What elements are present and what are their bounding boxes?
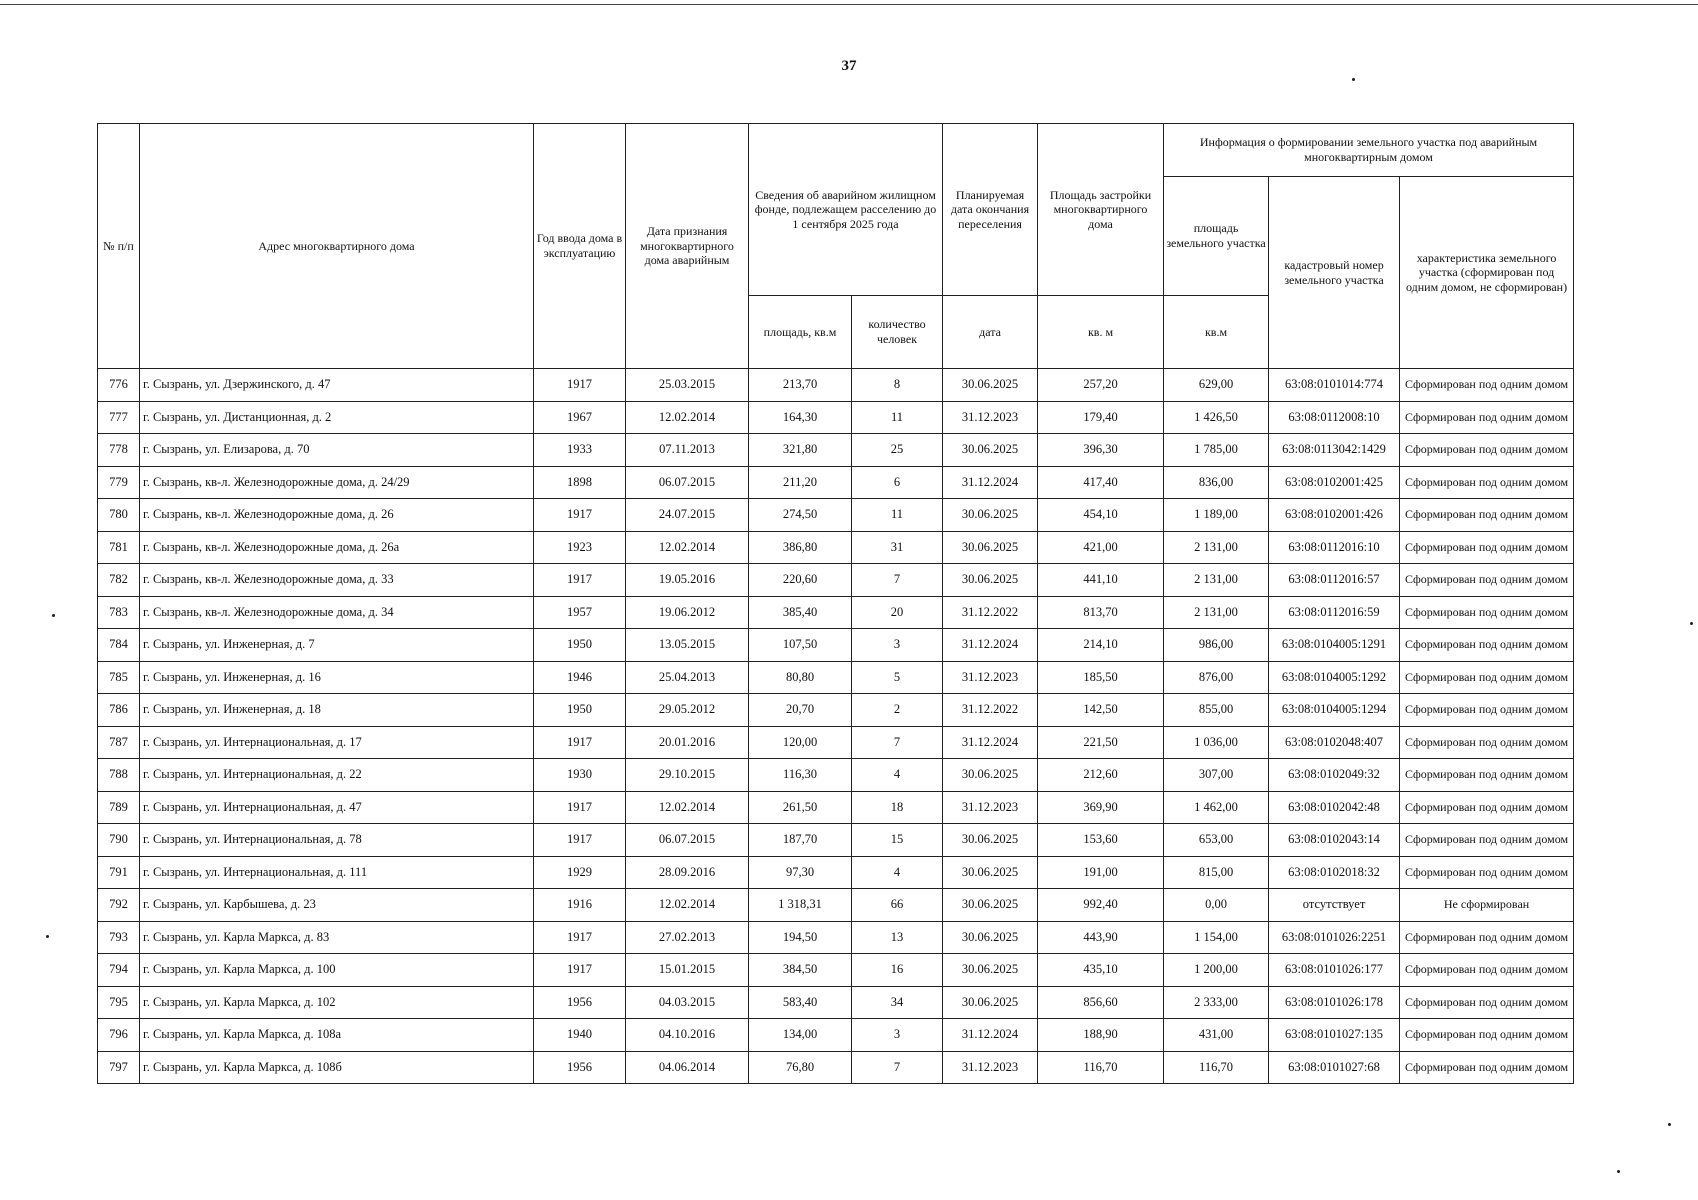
- row-number: 792: [98, 889, 140, 922]
- table-row: [98, 1051, 1574, 1084]
- row-address: г. Сызрань, ул. Инженерная, д. 7: [140, 629, 534, 662]
- row-area: 107,50: [749, 629, 852, 662]
- row-year: 1950: [534, 629, 626, 662]
- row-number: 794: [98, 954, 140, 987]
- row-building-area: 813,70: [1038, 596, 1164, 629]
- row-recognition-date: 29.05.2012: [626, 694, 749, 727]
- header-land-area: площадь земельного участка: [1164, 177, 1269, 296]
- row-people: 20: [852, 596, 943, 629]
- row-land-status: Сформирован под одним домом: [1400, 1019, 1574, 1052]
- row-number: 796: [98, 1019, 140, 1052]
- row-cadastral: 63:08:0102001:425: [1269, 466, 1400, 499]
- row-land-area: 116,70: [1164, 1051, 1269, 1084]
- row-area: 583,40: [749, 986, 852, 1019]
- row-area: 384,50: [749, 954, 852, 987]
- header-unit-date: дата: [943, 296, 1038, 369]
- row-address: г. Сызрань, ул. Дзержинского, д. 47: [140, 369, 534, 402]
- row-building-area: 454,10: [1038, 499, 1164, 532]
- row-year: 1956: [534, 1051, 626, 1084]
- row-address: г. Сызрань, ул. Карла Маркса, д. 83: [140, 921, 534, 954]
- row-land-status: Сформирован под одним домом: [1400, 1051, 1574, 1084]
- row-area: 385,40: [749, 596, 852, 629]
- row-land-area: 855,00: [1164, 694, 1269, 727]
- row-people: 2: [852, 694, 943, 727]
- row-area: 194,50: [749, 921, 852, 954]
- table-row: [98, 759, 1574, 792]
- row-land-status: Сформирован под одним домом: [1400, 466, 1574, 499]
- row-cadastral: 63:08:0102018:32: [1269, 856, 1400, 889]
- row-cadastral: 63:08:0104005:1291: [1269, 629, 1400, 662]
- row-land-area: 653,00: [1164, 824, 1269, 857]
- header-year: Год ввода дома в эксплуатацию: [534, 124, 626, 369]
- table-row: [98, 791, 1574, 824]
- row-address: г. Сызрань, кв-л. Железнодорожные дома, д. 33: [140, 564, 534, 597]
- row-planned-date: 30.06.2025: [943, 499, 1038, 532]
- table-row: [98, 401, 1574, 434]
- row-land-status: Сформирован под одним домом: [1400, 369, 1574, 402]
- row-cadastral: 63:08:0104005:1294: [1269, 694, 1400, 727]
- row-area: 164,30: [749, 401, 852, 434]
- table-row: [98, 596, 1574, 629]
- row-building-area: 443,90: [1038, 921, 1164, 954]
- table-row: [98, 369, 1574, 402]
- row-building-area: 441,10: [1038, 564, 1164, 597]
- row-planned-date: 31.12.2024: [943, 629, 1038, 662]
- row-land-status: Не сформирован: [1400, 889, 1574, 922]
- row-cadastral: 63:08:0104005:1292: [1269, 661, 1400, 694]
- row-cadastral: 63:08:0112008:10: [1269, 401, 1400, 434]
- row-area: 211,20: [749, 466, 852, 499]
- row-land-status: Сформирован под одним домом: [1400, 921, 1574, 954]
- row-land-status: Сформирован под одним домом: [1400, 564, 1574, 597]
- row-people: 3: [852, 1019, 943, 1052]
- row-cadastral: 63:08:0102049:32: [1269, 759, 1400, 792]
- row-address: г. Сызрань, ул. Дистанционная, д. 2: [140, 401, 534, 434]
- row-land-status: Сформирован под одним домом: [1400, 759, 1574, 792]
- row-recognition-date: 12.02.2014: [626, 401, 749, 434]
- row-recognition-date: 24.07.2015: [626, 499, 749, 532]
- row-cadastral: 63:08:0112016:59: [1269, 596, 1400, 629]
- table-row: [98, 564, 1574, 597]
- row-recognition-date: 12.02.2014: [626, 889, 749, 922]
- table-row: [98, 889, 1574, 922]
- row-address: г. Сызрань, ул. Карла Маркса, д. 108б: [140, 1051, 534, 1084]
- row-year: 1917: [534, 564, 626, 597]
- row-area: 134,00: [749, 1019, 852, 1052]
- row-address: г. Сызрань, ул. Интернациональная, д. 111: [140, 856, 534, 889]
- emergency-housing-table: [97, 123, 1574, 1084]
- row-recognition-date: 13.05.2015: [626, 629, 749, 662]
- row-year: 1917: [534, 954, 626, 987]
- row-people: 6: [852, 466, 943, 499]
- row-number: 781: [98, 531, 140, 564]
- row-number: 788: [98, 759, 140, 792]
- scan-speck: [1617, 1170, 1620, 1173]
- row-recognition-date: 07.11.2013: [626, 434, 749, 467]
- row-people: 18: [852, 791, 943, 824]
- row-land-status: Сформирован под одним домом: [1400, 791, 1574, 824]
- row-address: г. Сызрань, ул. Карла Маркса, д. 108а: [140, 1019, 534, 1052]
- row-year: 1957: [534, 596, 626, 629]
- row-recognition-date: 06.07.2015: [626, 466, 749, 499]
- row-recognition-date: 19.05.2016: [626, 564, 749, 597]
- row-cadastral: 63:08:0102043:14: [1269, 824, 1400, 857]
- row-recognition-date: 12.02.2014: [626, 791, 749, 824]
- table-row: [98, 531, 1574, 564]
- row-number: 780: [98, 499, 140, 532]
- table-row: [98, 499, 1574, 532]
- row-area: 116,30: [749, 759, 852, 792]
- row-year: 1917: [534, 791, 626, 824]
- row-year: 1917: [534, 369, 626, 402]
- row-recognition-date: 04.10.2016: [626, 1019, 749, 1052]
- row-land-area: 1 200,00: [1164, 954, 1269, 987]
- row-land-area: 815,00: [1164, 856, 1269, 889]
- row-recognition-date: 20.01.2016: [626, 726, 749, 759]
- row-people: 34: [852, 986, 943, 1019]
- row-area: 386,80: [749, 531, 852, 564]
- row-building-area: 214,10: [1038, 629, 1164, 662]
- row-recognition-date: 12.02.2014: [626, 531, 749, 564]
- row-area: 220,60: [749, 564, 852, 597]
- header-unit-people: количество человек: [852, 296, 943, 369]
- row-address: г. Сызрань, кв-л. Железнодорожные дома, д. 34: [140, 596, 534, 629]
- row-planned-date: 30.06.2025: [943, 434, 1038, 467]
- row-building-area: 179,40: [1038, 401, 1164, 434]
- row-address: г. Сызрань, кв-л. Железнодорожные дома, д. 24/29: [140, 466, 534, 499]
- row-land-area: 836,00: [1164, 466, 1269, 499]
- row-land-status: Сформирован под одним домом: [1400, 434, 1574, 467]
- row-land-area: 431,00: [1164, 1019, 1269, 1052]
- row-planned-date: 31.12.2024: [943, 466, 1038, 499]
- row-address: г. Сызрань, ул. Интернациональная, д. 78: [140, 824, 534, 857]
- row-building-area: 116,70: [1038, 1051, 1164, 1084]
- row-land-area: 629,00: [1164, 369, 1269, 402]
- scan-speck: [52, 614, 55, 617]
- row-address: г. Сызрань, ул. Интернациональная, д. 47: [140, 791, 534, 824]
- row-land-status: Сформирован под одним домом: [1400, 726, 1574, 759]
- row-address: г. Сызрань, ул. Карбышева, д. 23: [140, 889, 534, 922]
- row-year: 1946: [534, 661, 626, 694]
- row-year: 1898: [534, 466, 626, 499]
- row-building-area: 369,90: [1038, 791, 1164, 824]
- row-land-status: Сформирован под одним домом: [1400, 401, 1574, 434]
- row-address: г. Сызрань, кв-л. Железнодорожные дома, д. 26: [140, 499, 534, 532]
- row-cadastral: 63:08:0112016:10: [1269, 531, 1400, 564]
- row-planned-date: 30.06.2025: [943, 564, 1038, 597]
- row-land-area: 1 426,50: [1164, 401, 1269, 434]
- row-people: 11: [852, 401, 943, 434]
- row-people: 25: [852, 434, 943, 467]
- row-area: 187,70: [749, 824, 852, 857]
- row-year: 1916: [534, 889, 626, 922]
- row-year: 1917: [534, 824, 626, 857]
- row-planned-date: 31.12.2024: [943, 1019, 1038, 1052]
- row-people: 66: [852, 889, 943, 922]
- row-planned-date: 30.06.2025: [943, 369, 1038, 402]
- row-recognition-date: 15.01.2015: [626, 954, 749, 987]
- row-planned-date: 31.12.2022: [943, 596, 1038, 629]
- row-land-area: 1 036,00: [1164, 726, 1269, 759]
- row-building-area: 185,50: [1038, 661, 1164, 694]
- row-people: 5: [852, 661, 943, 694]
- row-recognition-date: 27.02.2013: [626, 921, 749, 954]
- row-people: 15: [852, 824, 943, 857]
- row-cadastral: 63:08:0101026:2251: [1269, 921, 1400, 954]
- row-address: г. Сызрань, ул. Инженерная, д. 16: [140, 661, 534, 694]
- row-land-status: Сформирован под одним домом: [1400, 596, 1574, 629]
- row-year: 1917: [534, 921, 626, 954]
- row-people: 31: [852, 531, 943, 564]
- row-land-status: Сформирован под одним домом: [1400, 499, 1574, 532]
- row-recognition-date: 28.09.2016: [626, 856, 749, 889]
- table-row: [98, 726, 1574, 759]
- row-cadastral: 63:08:0112016:57: [1269, 564, 1400, 597]
- row-land-status: Сформирован под одним домом: [1400, 954, 1574, 987]
- row-area: 80,80: [749, 661, 852, 694]
- row-area: 120,00: [749, 726, 852, 759]
- row-building-area: 856,60: [1038, 986, 1164, 1019]
- row-planned-date: 31.12.2024: [943, 726, 1038, 759]
- scan-speck: [1352, 78, 1355, 81]
- header-unit-kvm: кв. м: [1038, 296, 1164, 369]
- row-building-area: 221,50: [1038, 726, 1164, 759]
- row-address: г. Сызрань, ул. Елизарова, д. 70: [140, 434, 534, 467]
- row-planned-date: 30.06.2025: [943, 986, 1038, 1019]
- header-land-group: Информация о формировании земельного участка под аварийным многоквартирным домом: [1164, 124, 1574, 177]
- row-planned-date: 30.06.2025: [943, 856, 1038, 889]
- row-building-area: 417,40: [1038, 466, 1164, 499]
- row-land-area: 307,00: [1164, 759, 1269, 792]
- row-number: 779: [98, 466, 140, 499]
- row-address: г. Сызрань, кв-л. Железнодорожные дома, д. 26а: [140, 531, 534, 564]
- header-building-area: Площадь застройки многоквартирного дома: [1038, 124, 1164, 296]
- row-number: 782: [98, 564, 140, 597]
- row-building-area: 153,60: [1038, 824, 1164, 857]
- row-cadastral: 63:08:0101027:135: [1269, 1019, 1400, 1052]
- table-row: [98, 824, 1574, 857]
- row-area: 321,80: [749, 434, 852, 467]
- row-year: 1950: [534, 694, 626, 727]
- header-fund-group: Сведения об аварийном жилищном фонде, подлежащем расселению до 1 сентября 2025 года: [749, 124, 943, 296]
- row-planned-date: 30.06.2025: [943, 531, 1038, 564]
- row-year: 1923: [534, 531, 626, 564]
- row-number: 795: [98, 986, 140, 1019]
- row-building-area: 992,40: [1038, 889, 1164, 922]
- row-year: 1917: [534, 726, 626, 759]
- row-planned-date: 31.12.2023: [943, 791, 1038, 824]
- row-planned-date: 31.12.2023: [943, 401, 1038, 434]
- row-number: 793: [98, 921, 140, 954]
- row-people: 16: [852, 954, 943, 987]
- row-land-area: 1 462,00: [1164, 791, 1269, 824]
- row-number: 791: [98, 856, 140, 889]
- table-row: [98, 986, 1574, 1019]
- table-row: [98, 434, 1574, 467]
- row-planned-date: 30.06.2025: [943, 954, 1038, 987]
- row-land-status: Сформирован под одним домом: [1400, 629, 1574, 662]
- row-year: 1929: [534, 856, 626, 889]
- row-recognition-date: 25.04.2013: [626, 661, 749, 694]
- row-year: 1967: [534, 401, 626, 434]
- header-cadastral: кадастровый номер земельного участка: [1269, 177, 1400, 369]
- header-unit-kvm-land: кв.м: [1164, 296, 1269, 369]
- row-planned-date: 31.12.2022: [943, 694, 1038, 727]
- row-land-area: 2 131,00: [1164, 564, 1269, 597]
- row-cadastral: 63:08:0101026:178: [1269, 986, 1400, 1019]
- row-land-area: 876,00: [1164, 661, 1269, 694]
- row-cadastral: отсутствует: [1269, 889, 1400, 922]
- row-area: 261,50: [749, 791, 852, 824]
- row-address: г. Сызрань, ул. Карла Маркса, д. 100: [140, 954, 534, 987]
- row-people: 4: [852, 759, 943, 792]
- row-land-status: Сформирован под одним домом: [1400, 856, 1574, 889]
- row-people: 3: [852, 629, 943, 662]
- table-row: [98, 466, 1574, 499]
- row-land-area: 1 785,00: [1164, 434, 1269, 467]
- row-cadastral: 63:08:0101027:68: [1269, 1051, 1400, 1084]
- page-number: 37: [841, 58, 857, 74]
- row-people: 8: [852, 369, 943, 402]
- row-land-area: 1 154,00: [1164, 921, 1269, 954]
- table-body: [98, 369, 1574, 1084]
- table-row: [98, 629, 1574, 662]
- table-row: [98, 694, 1574, 727]
- row-land-area: 0,00: [1164, 889, 1269, 922]
- row-planned-date: 30.06.2025: [943, 889, 1038, 922]
- row-number: 797: [98, 1051, 140, 1084]
- row-people: 4: [852, 856, 943, 889]
- scan-speck: [1668, 1123, 1671, 1126]
- row-address: г. Сызрань, ул. Интернациональная, д. 17: [140, 726, 534, 759]
- row-cadastral: 63:08:0102048:407: [1269, 726, 1400, 759]
- row-people: 7: [852, 564, 943, 597]
- row-cadastral: 63:08:0113042:1429: [1269, 434, 1400, 467]
- row-address: г. Сызрань, ул. Карла Маркса, д. 102: [140, 986, 534, 1019]
- row-land-status: Сформирован под одним домом: [1400, 694, 1574, 727]
- header-address: Адрес многоквартирного дома: [140, 124, 534, 369]
- row-year: 1930: [534, 759, 626, 792]
- row-land-status: Сформирован под одним домом: [1400, 824, 1574, 857]
- row-land-status: Сформирован под одним домом: [1400, 531, 1574, 564]
- row-address: г. Сызрань, ул. Инженерная, д. 18: [140, 694, 534, 727]
- row-cadastral: 63:08:0102001:426: [1269, 499, 1400, 532]
- row-number: 786: [98, 694, 140, 727]
- row-year: 1940: [534, 1019, 626, 1052]
- header-num: № п/п: [98, 124, 140, 369]
- row-area: 97,30: [749, 856, 852, 889]
- row-number: 787: [98, 726, 140, 759]
- row-building-area: 188,90: [1038, 1019, 1164, 1052]
- row-recognition-date: 04.06.2014: [626, 1051, 749, 1084]
- row-people: 13: [852, 921, 943, 954]
- row-area: 1 318,31: [749, 889, 852, 922]
- row-planned-date: 31.12.2023: [943, 661, 1038, 694]
- row-area: 20,70: [749, 694, 852, 727]
- header-land-char: характеристика земельного участка (сформирован под одним домом, не сформирован): [1400, 177, 1574, 369]
- row-building-area: 257,20: [1038, 369, 1164, 402]
- row-people: 11: [852, 499, 943, 532]
- header-planned-date: Планируемая дата окончания переселения: [943, 124, 1038, 296]
- row-planned-date: 30.06.2025: [943, 759, 1038, 792]
- row-recognition-date: 19.06.2012: [626, 596, 749, 629]
- row-number: 785: [98, 661, 140, 694]
- row-cadastral: 63:08:0101026:177: [1269, 954, 1400, 987]
- row-building-area: 421,00: [1038, 531, 1164, 564]
- table-row: [98, 661, 1574, 694]
- row-recognition-date: 25.03.2015: [626, 369, 749, 402]
- row-land-area: 986,00: [1164, 629, 1269, 662]
- row-building-area: 435,10: [1038, 954, 1164, 987]
- row-year: 1917: [534, 499, 626, 532]
- row-number: 778: [98, 434, 140, 467]
- row-building-area: 212,60: [1038, 759, 1164, 792]
- header-unit-area: площадь, кв.м: [749, 296, 852, 369]
- row-area: 213,70: [749, 369, 852, 402]
- row-land-area: 1 189,00: [1164, 499, 1269, 532]
- row-number: 789: [98, 791, 140, 824]
- row-area: 274,50: [749, 499, 852, 532]
- header-recognition-date: Дата признания многоквартирного дома аварийным: [626, 124, 749, 369]
- row-area: 76,80: [749, 1051, 852, 1084]
- table-row: [98, 954, 1574, 987]
- row-address: г. Сызрань, ул. Интернациональная, д. 22: [140, 759, 534, 792]
- row-year: 1956: [534, 986, 626, 1019]
- row-recognition-date: 06.07.2015: [626, 824, 749, 857]
- table-row: [98, 856, 1574, 889]
- row-cadastral: 63:08:0102042:48: [1269, 791, 1400, 824]
- row-land-area: 2 131,00: [1164, 531, 1269, 564]
- row-land-status: Сформирован под одним домом: [1400, 986, 1574, 1019]
- row-recognition-date: 04.03.2015: [626, 986, 749, 1019]
- top-border-line: [0, 4, 1698, 5]
- row-land-area: 2 131,00: [1164, 596, 1269, 629]
- table-row: [98, 1019, 1574, 1052]
- row-planned-date: 30.06.2025: [943, 921, 1038, 954]
- row-recognition-date: 29.10.2015: [626, 759, 749, 792]
- scan-speck: [46, 935, 49, 938]
- row-number: 790: [98, 824, 140, 857]
- row-number: 783: [98, 596, 140, 629]
- row-cadastral: 63:08:0101014:774: [1269, 369, 1400, 402]
- row-planned-date: 31.12.2023: [943, 1051, 1038, 1084]
- row-land-area: 2 333,00: [1164, 986, 1269, 1019]
- row-year: 1933: [534, 434, 626, 467]
- row-planned-date: 30.06.2025: [943, 824, 1038, 857]
- row-people: 7: [852, 726, 943, 759]
- table-row: [98, 921, 1574, 954]
- row-people: 7: [852, 1051, 943, 1084]
- row-number: 777: [98, 401, 140, 434]
- row-building-area: 191,00: [1038, 856, 1164, 889]
- scan-speck: [1690, 622, 1693, 625]
- row-building-area: 142,50: [1038, 694, 1164, 727]
- row-number: 776: [98, 369, 140, 402]
- row-number: 784: [98, 629, 140, 662]
- row-land-status: Сформирован под одним домом: [1400, 661, 1574, 694]
- row-building-area: 396,30: [1038, 434, 1164, 467]
